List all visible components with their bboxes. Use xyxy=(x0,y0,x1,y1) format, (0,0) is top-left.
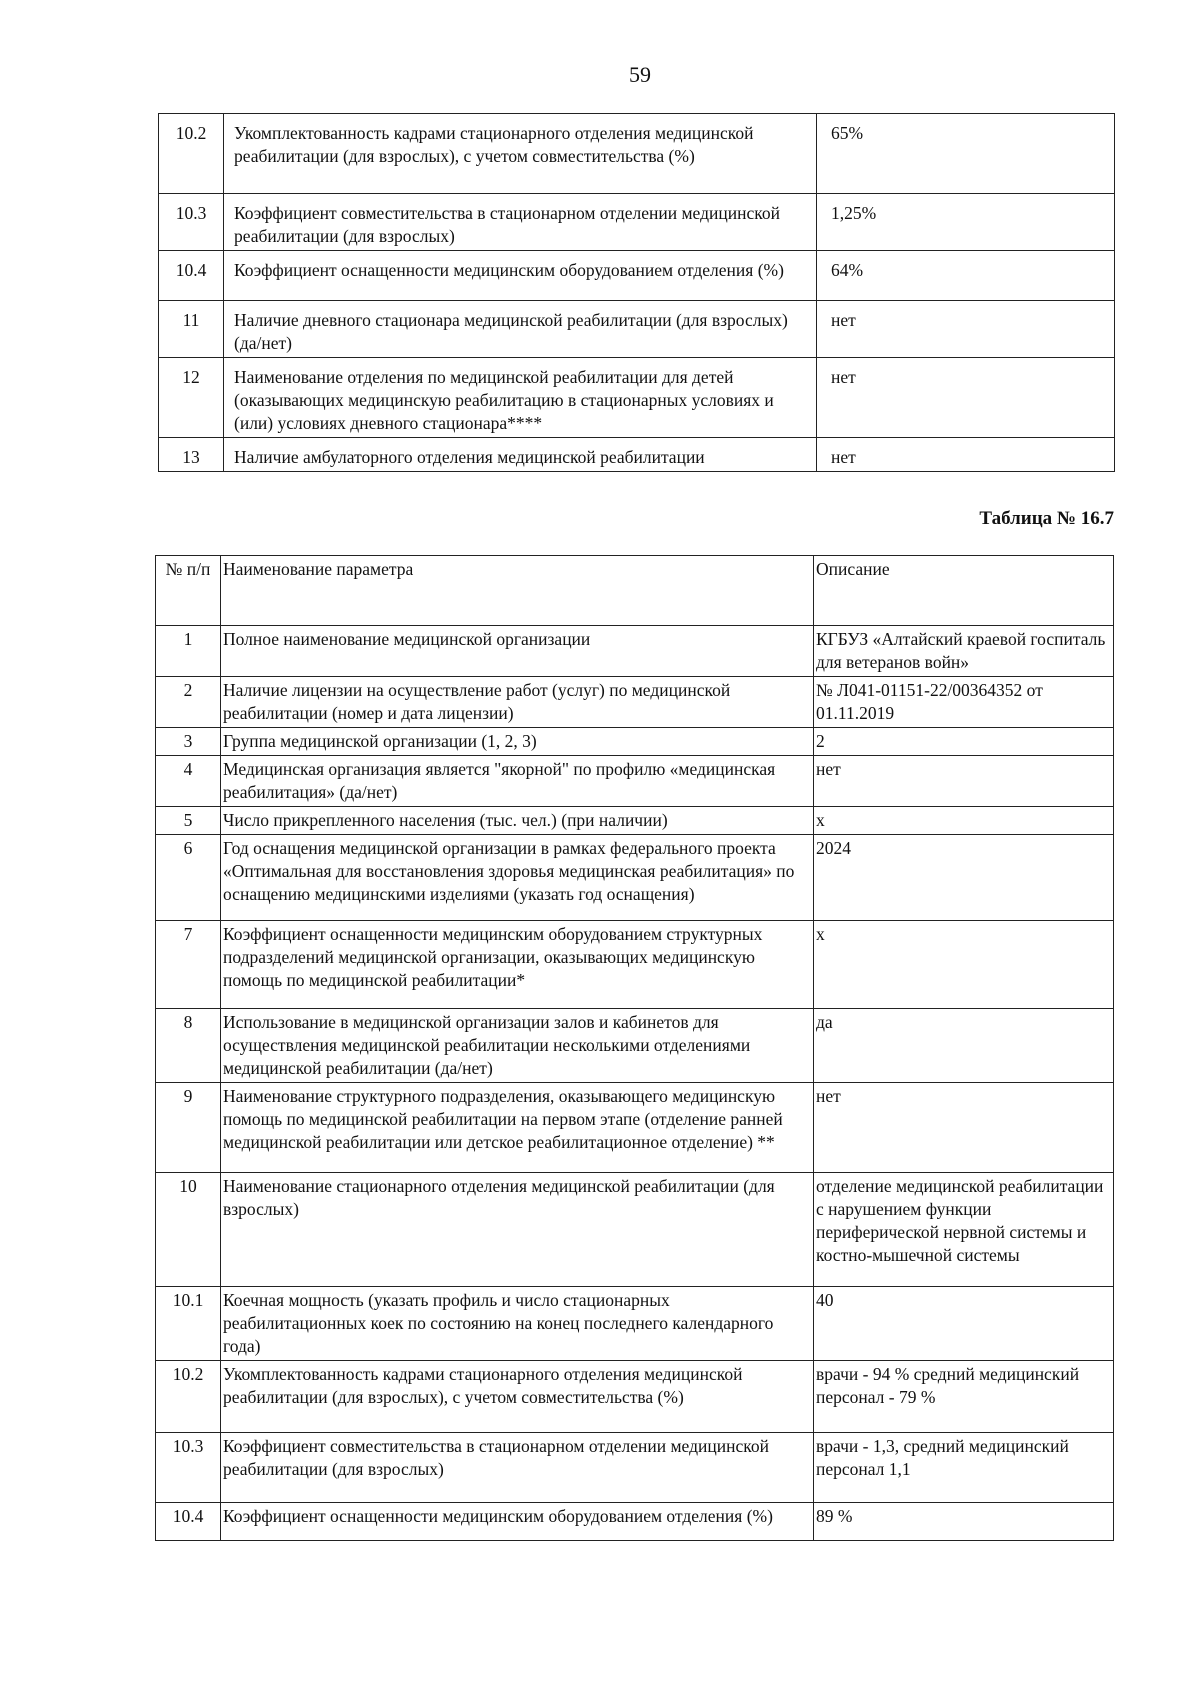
row-parameter: Наименование структурного подразделения, оказывающего медицинскую помощь по медицинской реабилитации на первом этапе (отделение ранней медицинской реабилитации или детское реабилитационное отделение) ** xyxy=(221,1083,814,1173)
row-value: 2024 xyxy=(814,835,1114,921)
row-number: 11 xyxy=(159,301,224,358)
table-row xyxy=(156,807,1114,835)
row-number: 6 xyxy=(156,835,221,921)
row-parameter: Наличие амбулаторного отделения медицинской реабилитации xyxy=(224,438,817,472)
table-top xyxy=(158,113,1115,472)
row-number: 1 xyxy=(156,626,221,677)
row-value: 2 xyxy=(814,728,1114,756)
row-number: 13 xyxy=(159,438,224,472)
table-row xyxy=(156,626,1114,677)
table-row xyxy=(159,114,1115,194)
table-main xyxy=(155,555,1114,1541)
row-value: 65% xyxy=(817,114,1115,194)
row-parameter: Коэффициент оснащенности медицинским оборудованием отделения (%) xyxy=(224,251,817,301)
row-number: 12 xyxy=(159,358,224,438)
table-caption: Таблица № 16.7 xyxy=(979,508,1114,529)
table-header-row xyxy=(156,556,1114,626)
row-parameter: Наличие дневного стационара медицинской реабилитации (для взрослых) (да/нет) xyxy=(224,301,817,358)
table-row xyxy=(156,921,1114,1009)
row-value: 89 % xyxy=(814,1503,1114,1541)
table-row xyxy=(159,194,1115,251)
row-number: 2 xyxy=(156,677,221,728)
row-number: 7 xyxy=(156,921,221,1009)
table-row xyxy=(156,1361,1114,1433)
table-row xyxy=(156,677,1114,728)
table-row xyxy=(156,1009,1114,1083)
row-number: 10.2 xyxy=(156,1361,221,1433)
row-value: врачи - 94 % средний медицинский персонал - 79 % xyxy=(814,1361,1114,1433)
table-row xyxy=(156,835,1114,921)
row-parameter: Коэффициент совместительства в стационарном отделении медицинской реабилитации (для взрослых) xyxy=(224,194,817,251)
row-value: КГБУЗ «Алтайский краевой госпиталь для ветеранов войн» xyxy=(814,626,1114,677)
row-value: нет xyxy=(817,358,1115,438)
row-parameter: Медицинская организация является "якорной" по профилю «медицинская реабилитация» (да/нет) xyxy=(221,756,814,807)
row-value: нет xyxy=(817,438,1115,472)
row-value: отделение медицинской реабилитации с нарушением функции периферической нервной системы и костно-мышечной системы xyxy=(814,1173,1114,1287)
table-row xyxy=(156,1287,1114,1361)
row-number: 10.4 xyxy=(159,251,224,301)
table-row xyxy=(156,1083,1114,1173)
row-parameter: Коэффициент совместительства в стационарном отделении медицинской реабилитации (для взрослых) xyxy=(221,1433,814,1503)
row-number: 10 xyxy=(156,1173,221,1287)
table-row xyxy=(156,1173,1114,1287)
row-parameter: Коэффициент оснащенности медицинским оборудованием отделения (%) xyxy=(221,1503,814,1541)
row-number: 4 xyxy=(156,756,221,807)
row-value: 1,25% xyxy=(817,194,1115,251)
row-value: врачи - 1,3, средний медицинский персонал 1,1 xyxy=(814,1433,1114,1503)
row-value: х xyxy=(814,921,1114,1009)
row-value: нет xyxy=(814,1083,1114,1173)
row-parameter: Наличие лицензии на осуществление работ (услуг) по медицинской реабилитации (номер и дата лицензии) xyxy=(221,677,814,728)
header-desc: Описание xyxy=(814,556,1114,626)
row-number: 10.2 xyxy=(159,114,224,194)
row-parameter: Год оснащения медицинской организации в рамках федерального проекта «Оптимальная для восстановления здоровья медицинская реабилитация» по оснащению медицинскими изделиями (указать год оснащения) xyxy=(221,835,814,921)
row-value: нет xyxy=(814,756,1114,807)
row-value: 64% xyxy=(817,251,1115,301)
table-row xyxy=(156,1433,1114,1503)
row-parameter: Число прикрепленного населения (тыс. чел.) (при наличии) xyxy=(221,807,814,835)
table-row xyxy=(156,1503,1114,1541)
row-parameter: Использование в медицинской организации залов и кабинетов для осуществления медицинской реабилитации несколькими отделениями медицинской реабилитации (да/нет) xyxy=(221,1009,814,1083)
row-number: 10.4 xyxy=(156,1503,221,1541)
row-number: 10.1 xyxy=(156,1287,221,1361)
row-parameter: Коечная мощность (указать профиль и число стационарных реабилитационных коек по состоянию на конец последнего календарного года) xyxy=(221,1287,814,1361)
row-number: 10.3 xyxy=(159,194,224,251)
page-number: 59 xyxy=(629,62,651,87)
table-row xyxy=(159,438,1115,472)
row-value: х xyxy=(814,807,1114,835)
table-row xyxy=(156,756,1114,807)
row-parameter: Группа медицинской организации (1, 2, 3) xyxy=(221,728,814,756)
table-row xyxy=(156,728,1114,756)
row-parameter: Полное наименование медицинской организации xyxy=(221,626,814,677)
row-value: № Л041-01151-22/00364352 от 01.11.2019 xyxy=(814,677,1114,728)
table-row xyxy=(159,358,1115,438)
row-number: 9 xyxy=(156,1083,221,1173)
row-number: 5 xyxy=(156,807,221,835)
row-value: нет xyxy=(817,301,1115,358)
row-number: 3 xyxy=(156,728,221,756)
table-row xyxy=(159,301,1115,358)
header-num: № п/п xyxy=(156,556,221,626)
row-number: 8 xyxy=(156,1009,221,1083)
row-parameter: Укомплектованность кадрами стационарного отделения медицинской реабилитации (для взрослых), с учетом совместительства (%) xyxy=(224,114,817,194)
row-parameter: Укомплектованность кадрами стационарного отделения медицинской реабилитации (для взрослых), с учетом совместительства (%) xyxy=(221,1361,814,1433)
row-parameter: Наименование отделения по медицинской реабилитации для детей (оказывающих медицинскую реабилитацию в стационарных условиях и (или) условиях дневного стационара**** xyxy=(224,358,817,438)
row-parameter: Коэффициент оснащенности медицинским оборудованием структурных подразделений медицинской организации, оказывающих медицинскую помощь по медицинской реабилитации* xyxy=(221,921,814,1009)
row-value: 40 xyxy=(814,1287,1114,1361)
table-row xyxy=(159,251,1115,301)
row-parameter: Наименование стационарного отделения медицинской реабилитации (для взрослых) xyxy=(221,1173,814,1287)
row-number: 10.3 xyxy=(156,1433,221,1503)
row-value: да xyxy=(814,1009,1114,1083)
header-name: Наименование параметра xyxy=(221,556,814,626)
